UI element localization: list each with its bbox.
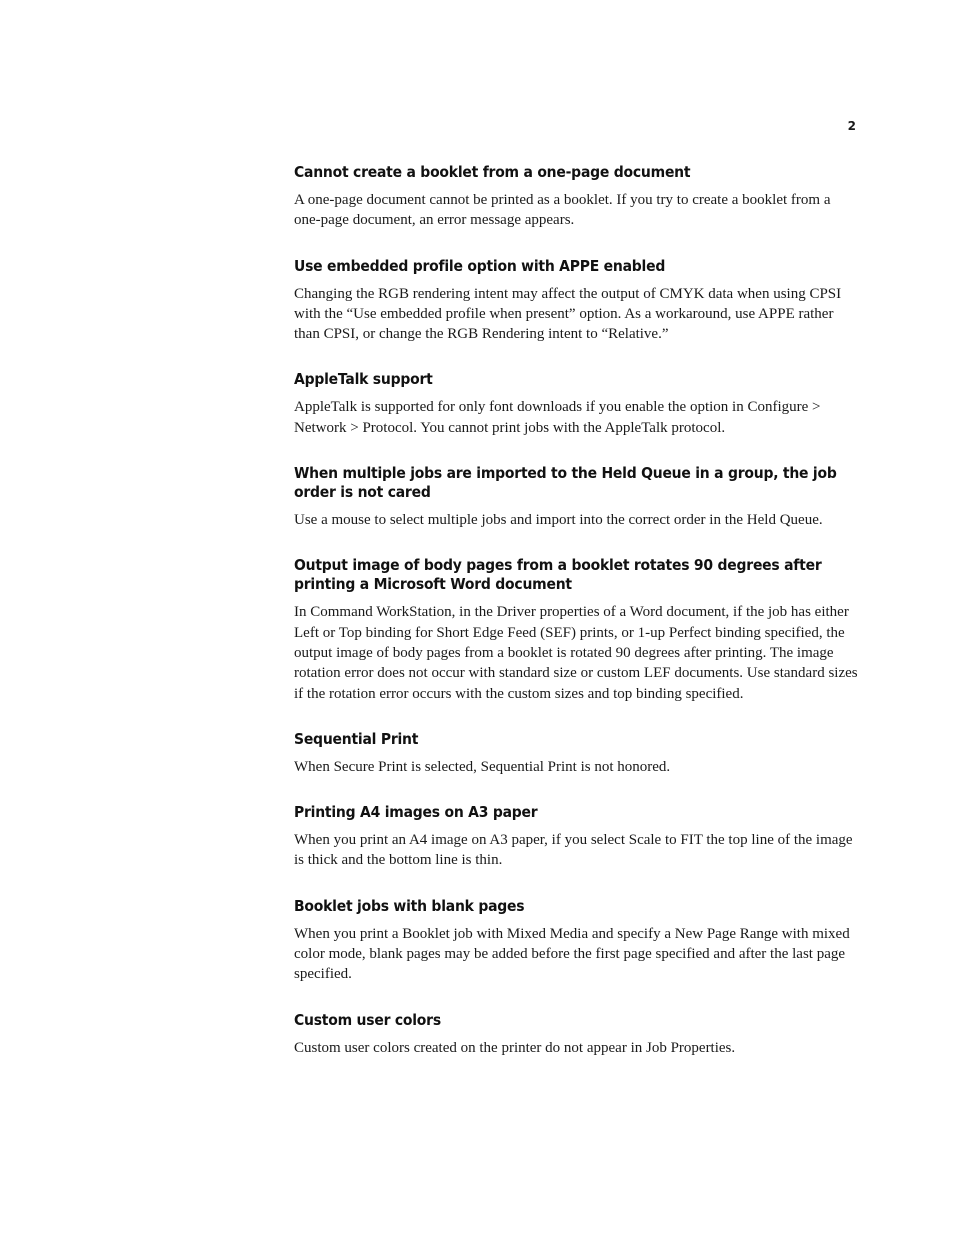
section-body: When Secure Print is selected, Sequential Print is not honored. xyxy=(294,758,671,775)
section-body: When you print a Booklet job with Mixed Media and specify a New Page Range with mixed color mode, blank pages may be added before the first page specified and after the last page specified. xyxy=(294,925,850,983)
section-booklet-rotation xyxy=(294,556,859,703)
section-held-queue-order xyxy=(294,464,859,530)
page-number: 2 xyxy=(847,119,856,133)
section-body: In Command WorkStation, in the Driver properties of a Word document, if the job has either Left or Top binding for Short Edge Feed (SEF) prints, or 1-up Perfect binding specified, the output image of body pages from a booklet is rotated 90 degrees after printing. The image rotation error does not occur with standard size or custom LEF documents. Use standard sizes if the rotation error occurs with the custom sizes and top binding specified. xyxy=(294,604,858,702)
section-appletalk-support xyxy=(294,370,859,438)
section-a4-on-a3 xyxy=(294,803,859,871)
section-heading: Custom user colors xyxy=(294,1010,441,1029)
section-body: When you print an A4 image on A3 paper, if you select Scale to FIT the top line of the image is thick and the bottom line is thin. xyxy=(294,832,853,869)
section-booklet-one-page xyxy=(294,163,859,231)
document-body xyxy=(294,163,859,1084)
section-embedded-profile xyxy=(294,257,859,345)
section-custom-user-colors xyxy=(294,1011,859,1058)
section-body: A one-page document cannot be printed as a booklet. If you try to create a booklet from a one-page document, an error message appears. xyxy=(294,192,831,229)
section-body: Changing the RGB rendering intent may affect the output of CMYK data when using CPSI with the “Use embedded profile when present” option. As a workaround, use APPE rather than CPSI, or change the RGB Rendering intent to “Relative.” xyxy=(294,285,842,343)
section-sequential-print xyxy=(294,730,859,777)
section-heading: Booklet jobs with blank pages xyxy=(294,896,525,915)
section-heading: Use embedded profile option with APPE enabled xyxy=(294,256,666,275)
section-heading: Output image of body pages from a booklet rotates 90 degrees after printing a Microsoft Word document xyxy=(294,556,822,594)
section-booklet-blank-pages xyxy=(294,897,859,985)
section-heading: When multiple jobs are imported to the Held Queue in a group, the job order is not cared xyxy=(294,464,837,502)
section-heading: Cannot create a booklet from a one-page document xyxy=(294,163,691,181)
section-body: Custom user colors created on the printer do not appear in Job Properties. xyxy=(294,1039,736,1056)
section-heading: AppleTalk support xyxy=(294,370,433,389)
section-body: AppleTalk is supported for only font downloads if you enable the option in Configure > Network > Protocol. You cannot print jobs with the AppleTalk protocol. xyxy=(294,399,821,436)
section-body: Use a mouse to select multiple jobs and import into the correct order in the Held Queue. xyxy=(294,512,823,529)
section-heading: Sequential Print xyxy=(294,729,419,748)
section-heading: Printing A4 images on A3 paper xyxy=(294,803,538,822)
